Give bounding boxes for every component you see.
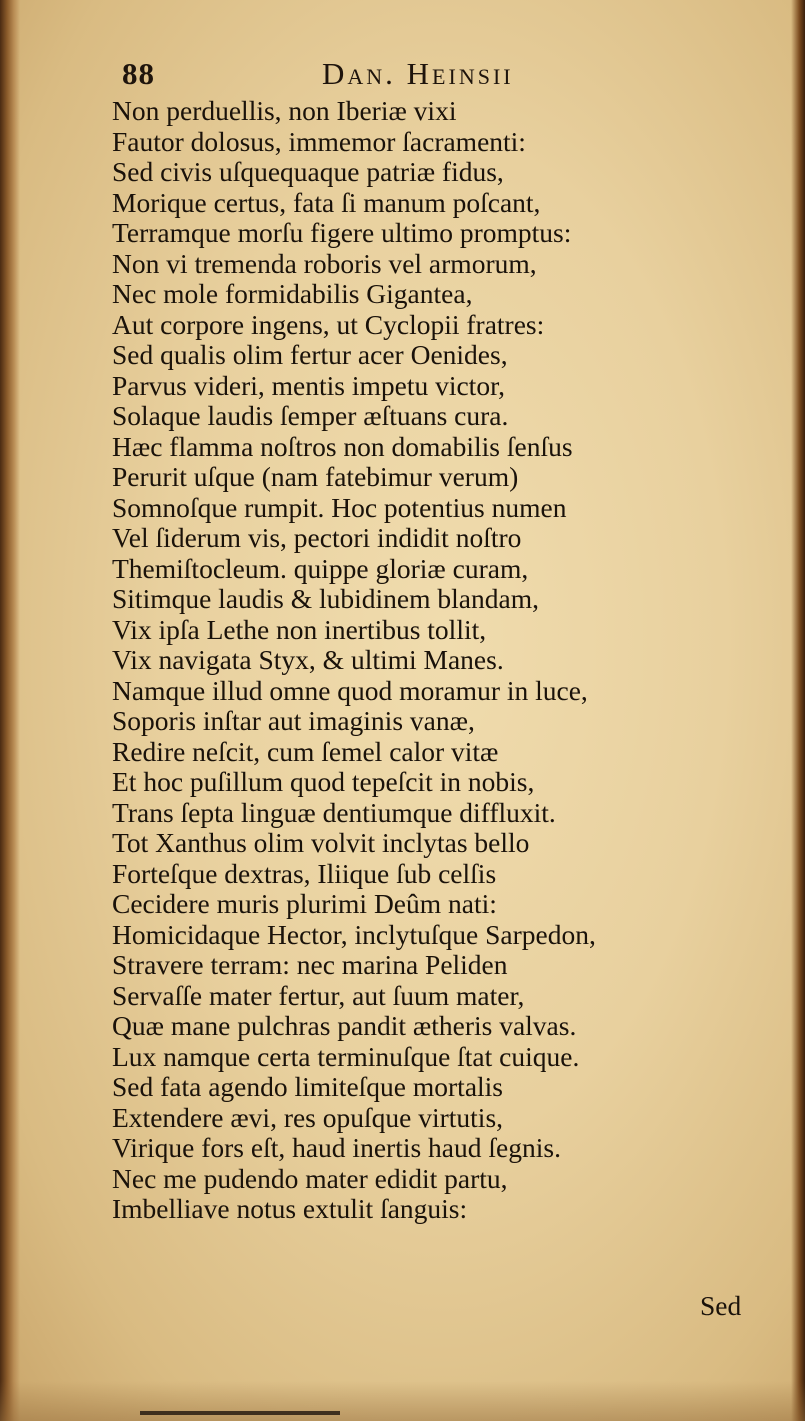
verse-line: Stravere terram: nec marina Peliden xyxy=(112,949,508,980)
verse-line: Vix ipſa Lethe non inertibus tollit, xyxy=(112,613,487,645)
verse-line: Perurit uſque (nam fatebimur verum) xyxy=(112,461,519,492)
verse-line: Forteſque dextras, Iliique ſub celſis xyxy=(112,857,497,889)
verse-line: Solaque laudis ſemper æſtuans cura. xyxy=(112,400,509,431)
verse-line: Sed fata agendo limiteſque mortalis xyxy=(112,1071,504,1102)
page-header xyxy=(122,56,622,96)
verse-line: Themiſtocleum. quippe gloriæ curam, xyxy=(112,552,529,584)
verse-line: Vix navigata Styx, & ultimi Manes. xyxy=(112,644,504,675)
verse-line: Non vi tremenda roboris vel armorum, xyxy=(112,247,537,279)
verse-text xyxy=(112,96,672,1225)
page-number: 88 xyxy=(122,56,155,91)
catchword: Sed xyxy=(700,1290,742,1321)
verse-line: Terramque morſu figere ultimo promptus: xyxy=(112,217,572,248)
verse-line: Sed qualis olim fertur acer Oenides, xyxy=(112,339,508,370)
verse-line: Sed civis uſquequaque patriæ fidus, xyxy=(112,156,504,187)
verse-line: Morique certus, fata ſi manum poſcant, xyxy=(112,186,541,218)
bottom-rule xyxy=(140,1411,340,1415)
verse-line: Fautor dolosus, immemor ſacramenti: xyxy=(112,125,526,157)
verse-line: Parvus videri, mentis impetu victor, xyxy=(112,369,506,401)
verse-line: Tot Xanthus olim volvit inclytas bello xyxy=(112,827,530,858)
verse-line: Cecidere muris plurimi Deûm nati: xyxy=(112,888,497,919)
verse-line: Servaſſe mater fertur, aut ſuum mater, xyxy=(112,979,525,1011)
verse-line: Somnoſque rumpit. Hoc potentius numen xyxy=(112,491,567,523)
verse-line: Virique fors eſt, haud inertis haud ſegnis. xyxy=(112,1132,561,1163)
verse-line: Nec me pudendo mater edidit partu, xyxy=(112,1162,508,1194)
verse-line: Lux namque certa terminuſque ſtat cuique. xyxy=(112,1040,580,1072)
verse-line: Redire neſcit, cum ſemel calor vitæ xyxy=(112,735,499,767)
page-gutter-shadow xyxy=(0,0,20,1421)
verse-line: Nec mole formidabilis Gigantea, xyxy=(112,278,473,309)
verse-line: Hæc flamma noſtros non domabilis ſenſus xyxy=(112,430,573,462)
verse-line: Imbelliave notus extulit ſanguis: xyxy=(112,1193,468,1224)
verse-line: Et hoc puſillum quod tepeſcit in nobis, xyxy=(112,766,535,797)
verse-line: Trans ſepta linguæ dentiumque diffluxit. xyxy=(112,796,556,828)
running-head: Dan. Heinsii xyxy=(322,56,514,91)
verse-line: Aut corpore ingens, ut Cyclopii fratres: xyxy=(112,308,545,340)
page-edge-shadow xyxy=(791,0,805,1421)
verse-line: Namque illud omne quod moramur in luce, xyxy=(112,674,588,706)
verse-line: Soporis inſtar aut imaginis vanæ, xyxy=(112,705,475,736)
verse-line: Vel ſiderum vis, pectori indidit noſtro xyxy=(112,522,522,553)
verse-line: Non perduellis, non Iberiæ vixi xyxy=(112,95,457,126)
verse-line: Quæ mane pulchras pandit ætheris valvas. xyxy=(112,1010,577,1041)
page-bottom-shadow xyxy=(0,1381,805,1421)
verse-line: Sitimque laudis & lubidinem blandam, xyxy=(112,583,539,614)
verse-line: Extendere ævi, res opuſque virtutis, xyxy=(112,1101,504,1133)
verse-line: Homicidaque Hector, inclytuſque Sarpedon, xyxy=(112,918,596,950)
